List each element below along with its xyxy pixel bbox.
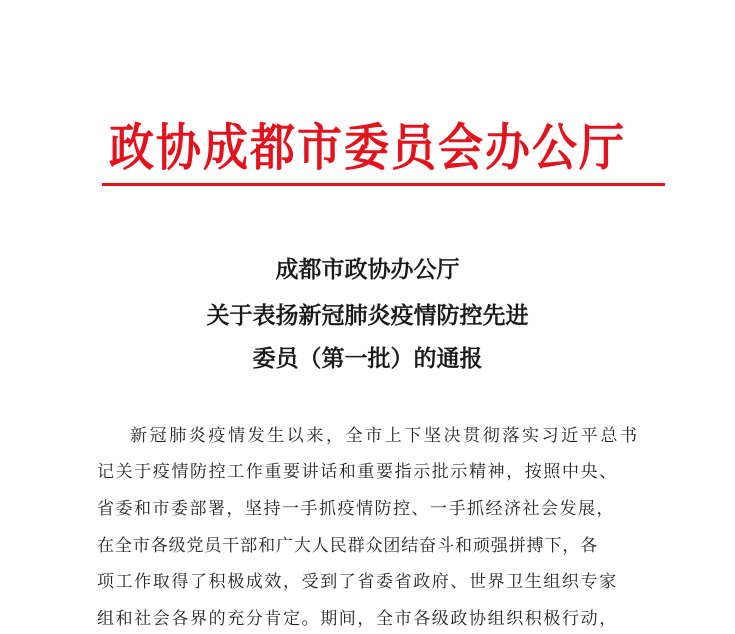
letterhead-title: 政协成都市委员会办公厅 [108, 117, 626, 178]
body-paragraph-line: 新冠肺炎疫情发生以来，全市上下坚决贯彻落实习近平总书 [130, 426, 640, 446]
body-paragraph-line: 组和社会各界的充分肯定。期间，全市各级政协组织积极行动， [97, 609, 618, 629]
notice-title-line-3: 委员（第一批）的通报 [252, 345, 483, 372]
body-paragraph-line: 项工作取得了积极成效，受到了省委省政府、世界卫生组织专家 [97, 572, 618, 592]
red-divider-line [102, 183, 665, 186]
notice-title-line-1: 成都市政协办公厅 [275, 256, 460, 283]
body-paragraph-line: 在全市各级党员干部和广大人民群众团结奋斗和顽强拼搏下，各 [97, 536, 599, 556]
notice-title-line-2: 关于表扬新冠肺炎疫情防控先进 [206, 302, 529, 329]
body-paragraph-line: 省委和市委部署，坚持一手抓疫情防控、一手抓经济社会发展， [97, 499, 615, 519]
body-paragraph-line: 记关于疫情防控工作重要讲话和重要指示批示精神，按照中央、 [97, 462, 618, 482]
